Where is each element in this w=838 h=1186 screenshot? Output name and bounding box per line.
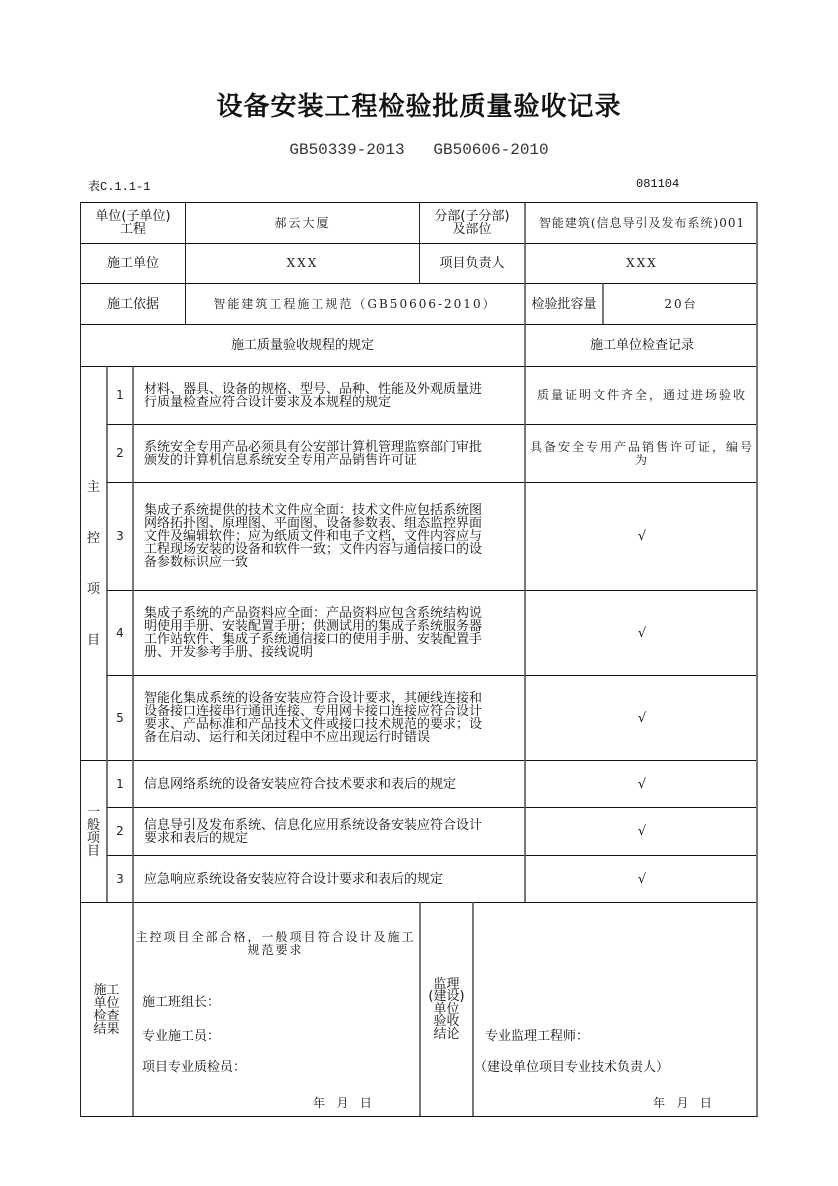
general-item-2-spec-text: 信息导引及发布系统、信息化应用系统设备安装应符合设计 要求和表后的规定 — [144, 817, 483, 846]
project-manager-value: XXX — [524, 243, 758, 283]
contractor-result-label: 施工 单位 检查 结果 — [93, 983, 120, 1037]
main-item-5-record: √ — [524, 675, 758, 760]
main-item-2-spec-text: 系统安全专用产品必须具有公安部计算机管理监察部门审批 颁发的计算机信息系统安全专用产品销售许可证 — [144, 439, 483, 468]
main-item-5-number: 5 — [106, 675, 132, 760]
main-items-group-label — [80, 366, 106, 760]
batch-capacity-label: 检验批容量 — [524, 283, 602, 324]
contractor-value: XXX — [185, 243, 419, 283]
main-item-1-record: 质量证明文件齐全，通过进场验收 — [524, 366, 758, 424]
general-item-1-spec-text: 信息网络系统的设备安装应符合技术要求和表后的规定 — [144, 776, 457, 792]
general-item-2-number: 2 — [106, 807, 132, 855]
general-item-3-spec-text: 应急响应系统设备安装应符合设计要求和表后的规定 — [144, 871, 444, 887]
supervisor-date: 年 月 日 — [653, 1096, 712, 1110]
main-item-3-number: 3 — [106, 482, 132, 590]
team-leader-label: 施工班组长： — [142, 995, 221, 1010]
main-item-5-spec — [132, 675, 524, 760]
sub-project-value: 智能建筑(信息导引及发布系统)001 — [524, 202, 758, 243]
form-number: 表C.1.1-1 — [88, 180, 151, 194]
contractor-label: 施工单位 — [80, 243, 185, 283]
quality-inspector-label: 项目专业质检员： — [142, 1060, 247, 1075]
general-item-2-spec — [132, 807, 524, 855]
main-item-2-record: 具备安全专用产品销售许可证，编号 为 — [524, 424, 758, 482]
main-item-2-number: 2 — [106, 424, 132, 482]
sub-project-label: 分部(子分部) 及部位 — [419, 202, 524, 243]
batch-capacity-value: 20台 — [602, 283, 758, 324]
general-items-label: 一般项目 — [86, 804, 100, 859]
supervisor-conclusion-cell — [472, 902, 758, 1117]
form-code: 081104 — [636, 177, 680, 191]
main-item-4-number: 4 — [106, 590, 132, 675]
main-item-3-spec-text: 集成子系统提供的技术文件应全面：技术文件应包括系统图 网络拓扑图、原理图、平面图、设备参数表、组态监控界面 文件及编辑软件；应为纸质文件和电子文档，文件内容应与 工程现场安装的设备和软件一致；文件内容与通信接口的设 备参数标识应一致 — [144, 503, 483, 570]
contractor-result-label-cell — [80, 902, 132, 1117]
supervising-engineer-label: 专业监理工程师： — [485, 1029, 590, 1044]
main-item-3-record: √ — [524, 482, 758, 590]
supervisor-conclusion-label-cell — [419, 902, 472, 1117]
general-item-1-spec — [132, 760, 524, 807]
unit-project-label: 单位(子单位) 工程 — [80, 202, 185, 243]
spec-column-header: 施工质量验收规程的规定 — [80, 324, 524, 366]
main-item-1-number: 1 — [106, 366, 132, 424]
record-column-header: 施工单位检查记录 — [524, 324, 758, 366]
general-item-3-record: √ — [524, 855, 758, 902]
main-item-5-spec-text: 智能化集成系统的设备安装应符合设计要求，其硬线连接和 设备接口连接串行通讯连接、专用网卡接口连接应符合设计 要求、产品标准和产品技术文件或接口技术规范的要求；设 备在启动、运行和关闭过程中不应出现运行时错误 — [144, 691, 483, 745]
general-item-3-number: 3 — [106, 855, 132, 902]
general-item-3-spec — [132, 855, 524, 902]
general-items-group-label — [80, 760, 106, 902]
construction-basis-value: 智能建筑工程施工规范（GB50606-2010） — [185, 283, 524, 324]
owner-representative-label: （建设单位项目专业技术负责人） — [474, 1060, 670, 1075]
project-manager-label: 项目负责人 — [419, 243, 524, 283]
main-item-4-spec-text: 集成子系统的产品资料应全面：产品资料应包含系统结构说 明使用手册、安装配置手册；供测试用的集成子系统服务器 工作站软件、集成子系统通信接口的使用手册、安装配置手 册、开发参考手册、接线说明 — [144, 606, 483, 660]
supervisor-conclusion-label: 监理 (建设) 单位 验收 结论 — [428, 976, 465, 1042]
main-item-4-spec — [132, 590, 524, 675]
unit-project-value: 郝云大厦 — [185, 202, 419, 243]
main-item-3-spec — [132, 482, 524, 590]
main-items-label: 主控项目 — [86, 479, 100, 648]
standards-reference: GB50339-2013 GB50606-2010 — [289, 141, 549, 159]
general-item-2-record: √ — [524, 807, 758, 855]
worker-label: 专业施工员： — [142, 1029, 221, 1044]
main-item-2-spec — [132, 424, 524, 482]
main-item-1-spec-text: 材料、器具、设备的规格、型号、品种、性能及外观质量进 行质量检查应符合设计要求及本规程的规定 — [144, 381, 483, 410]
page-title: 设备安装工程检验批质量验收记录 — [216, 92, 622, 122]
general-item-1-number: 1 — [106, 760, 132, 807]
general-item-1-record: √ — [524, 760, 758, 807]
construction-basis-label: 施工依据 — [80, 283, 185, 324]
contractor-date: 年 月 日 — [313, 1096, 372, 1110]
contractor-conclusion-text: 主控项目全部合格，一般项目符合设计及施工 规范要求 — [135, 930, 416, 957]
main-item-4-record: √ — [524, 590, 758, 675]
main-item-1-spec — [132, 366, 524, 424]
